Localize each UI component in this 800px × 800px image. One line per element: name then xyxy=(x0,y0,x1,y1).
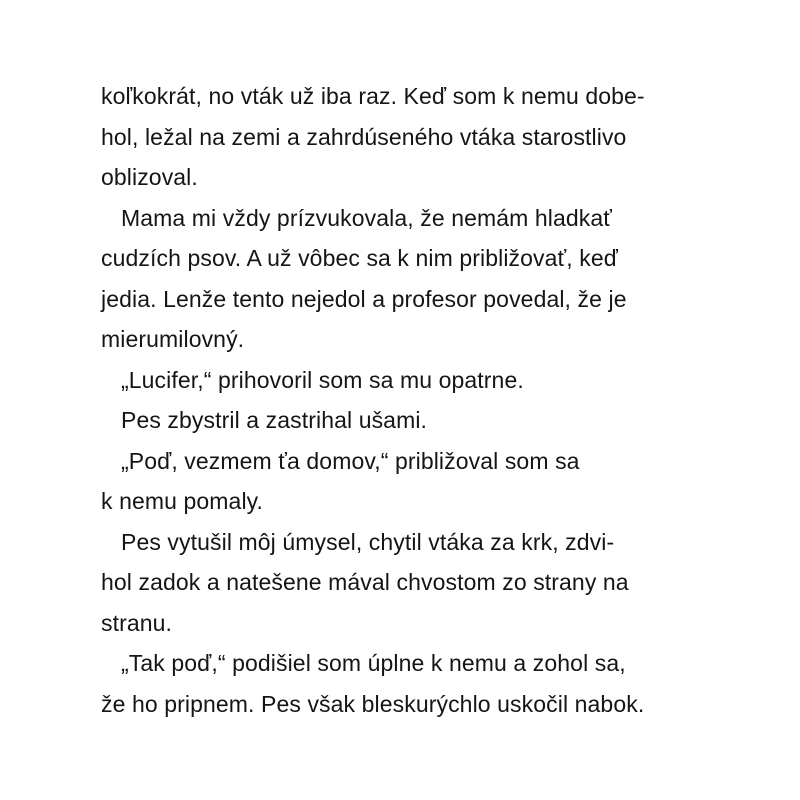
text-line: „Poď, vezmem ťa domov,“ približoval som sa xyxy=(121,447,580,474)
text-line: Mama mi vždy prízvukovala, že nemám hladkať xyxy=(121,204,612,231)
text-line: „Tak poď,“ podišiel som úplne k nemu a zohol sa, xyxy=(121,650,626,676)
text-line: mierumilovný. xyxy=(101,326,245,352)
body-text xyxy=(101,76,741,724)
text-line: cudzích psov. A už vôbec sa k nim približovať, keď xyxy=(101,245,618,271)
text-line: koľkokrát, no vták už iba raz. Keď som k nemu dobe- xyxy=(101,83,645,109)
text-line: oblizoval. xyxy=(101,164,198,190)
text-line: stranu. xyxy=(101,609,173,636)
text-line: k nemu pomaly. xyxy=(101,488,264,514)
text-line: „Lucifer,“ prihovoril som sa mu opatrne. xyxy=(121,366,524,393)
text-line: jedia. Lenže tento nejedol a profesor povedal, že je xyxy=(101,285,627,312)
text-line: hol zadok a natešene mával chvostom zo strany na xyxy=(101,569,629,595)
text-line: Pes zbystril a zastrihal ušami. xyxy=(121,407,428,433)
text-line: hol, ležal na zemi a zahrdúseného vtáka starostlivo xyxy=(101,123,627,150)
text-line: že ho pripnem. Pes však bleskurýchlo uskočil nabok. xyxy=(101,690,645,717)
text-line: Pes vytušil môj úmysel, chytil vtáka za krk, zdvi- xyxy=(121,528,615,555)
